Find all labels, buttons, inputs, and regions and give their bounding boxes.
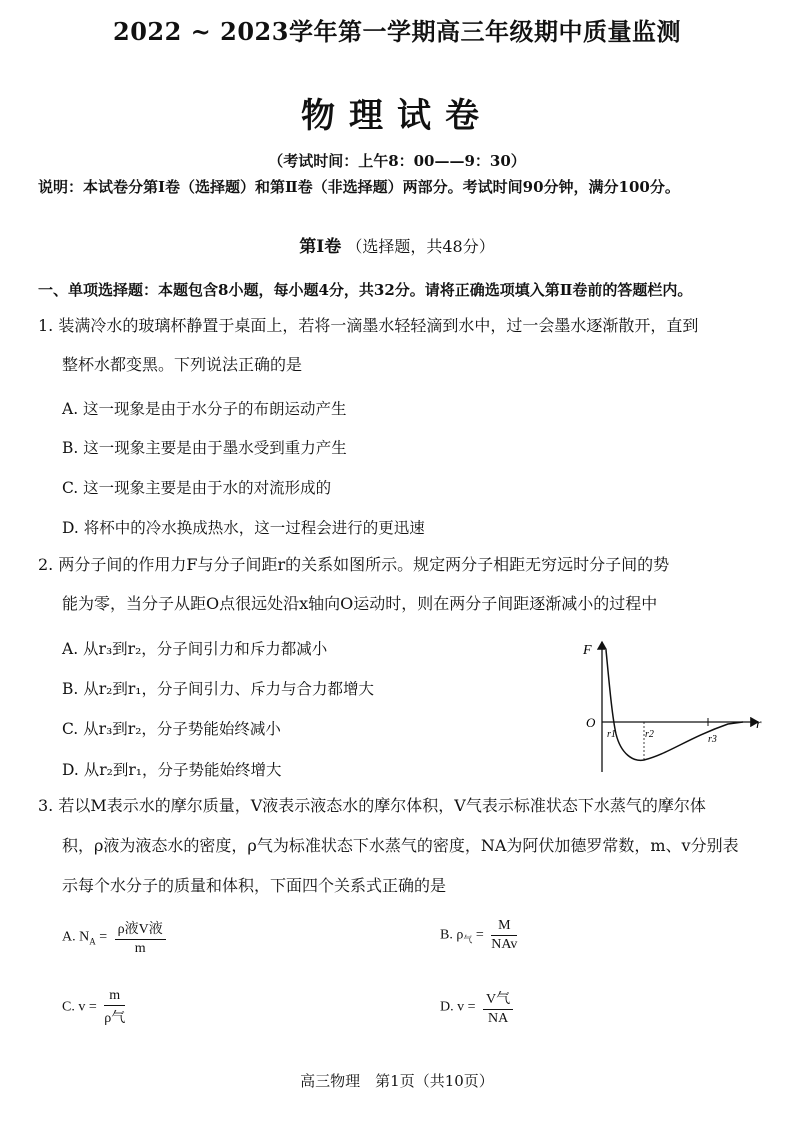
- force-curve: [606, 650, 743, 760]
- q3-c-numerator: m: [104, 988, 125, 1006]
- q3-stem-line3: 示每个水分子的质量和体积，下面四个关系式正确的是: [62, 876, 447, 895]
- graph-x-label: r: [756, 717, 762, 732]
- q3-b-eq: =: [472, 927, 484, 943]
- graph-r3-label: r3: [708, 734, 717, 745]
- q3-a-denominator: m: [134, 941, 146, 956]
- q3-stem-line1: 3. 若以M表示水的摩尔质量，V液表示液态水的摩尔体积，V气表示标准状态下水蒸气的摩尔体: [38, 796, 706, 815]
- part1-heading: [0, 232, 794, 257]
- q3-a-label: A. N: [62, 929, 90, 945]
- q2-option-b: B. 从r₂到r₁，分子间引力、斥力与合力都增大: [62, 680, 374, 698]
- q3-c-label: C. v =: [62, 999, 97, 1015]
- q3-option-c: [62, 988, 125, 1027]
- q2-stem-line1: 2. 两分子间的作用力F与分子间距r的关系如图所示。规定两分子相距无穷远时分子间的势: [38, 555, 670, 574]
- q3-stem-line2: 积，ρ液为液态水的密度，ρ气为标准状态下水蒸气的密度，NA为阿伏加德罗常数，m、v分别表: [62, 836, 739, 855]
- q1-stem-line1: 1. 装满冷水的玻璃杯静置于桌面上，若将一滴墨水轻轻滴到水中，过一会墨水逐渐散开，直到: [38, 316, 699, 335]
- q3-b-numerator: M: [491, 918, 517, 936]
- force-distance-graph: [578, 636, 764, 776]
- q2-option-c: C. 从r₃到r₂，分子势能始终减小: [62, 720, 281, 738]
- q3-d-denominator: NA: [487, 1011, 509, 1026]
- exam-time: （考试时间：上午8：00——9：30）: [268, 152, 526, 170]
- q3-c-denominator: ρ气: [104, 1011, 126, 1026]
- q3-d-label: D. v =: [440, 999, 476, 1015]
- q3-a-sub: A: [89, 936, 96, 947]
- part1-note: （选择题，共48分）: [346, 237, 495, 256]
- q2-stem-line2: 能为零，当分子从距O点很远处沿x轴向O运动时，则在两分子间距逐渐减小的过程中: [62, 594, 658, 613]
- part1-label: 第Ⅰ卷: [299, 237, 342, 257]
- q1-option-d: D. 将杯中的冷水换成热水，这一过程会进行的更迅速: [62, 519, 425, 537]
- q3-option-a: [62, 918, 166, 957]
- graph-r2-label: r2: [645, 729, 654, 740]
- q1-option-b: B. 这一现象主要是由于墨水受到重力产生: [62, 439, 347, 457]
- q1-option-a: A. 这一现象是由于水分子的布朗运动产生: [62, 400, 347, 418]
- page-footer: 高三物理 第1页（共10页）: [300, 1072, 494, 1090]
- graph-r1-label: r1: [607, 729, 616, 740]
- exam-description: 说明：本试卷分第Ⅰ卷（选择题）和第Ⅱ卷（非选择题）两部分。考试时间90分钟，满分100分。: [38, 178, 680, 196]
- q3-b-sub: 气: [463, 934, 473, 945]
- q3-d-numerator: V气: [483, 988, 513, 1010]
- exam-title: 2022 ~ 2023学年第一学期高三年级期中质量监测: [113, 17, 681, 46]
- q1-stem-line2: 整杯水都变黑。下列说法正确的是: [62, 355, 303, 374]
- q3-option-d: [440, 988, 513, 1027]
- q2-option-a: A. 从r₃到r₂，分子间引力和斥力都减小: [62, 640, 328, 658]
- subject-title: 物理试卷: [301, 96, 493, 136]
- q3-a-numerator: ρ液V液: [115, 918, 166, 940]
- q1-option-c: C. 这一现象主要是由于水的对流形成的: [62, 479, 332, 497]
- q3-option-b: [440, 918, 517, 953]
- q2-option-d: D. 从r₂到r₁，分子势能始终增大: [62, 761, 282, 779]
- q3-a-eq: =: [95, 929, 108, 945]
- q3-b-denominator: NAv: [491, 937, 518, 952]
- section1-heading: 一、单项选择题：本题包含8小题，每小题4分，共32分。请将正确选项填入第Ⅱ卷前的答题栏内。: [38, 281, 693, 299]
- q3-b-label: B. ρ: [440, 927, 464, 943]
- graph-origin-label: O: [586, 715, 596, 730]
- graph-y-label: F: [583, 643, 592, 658]
